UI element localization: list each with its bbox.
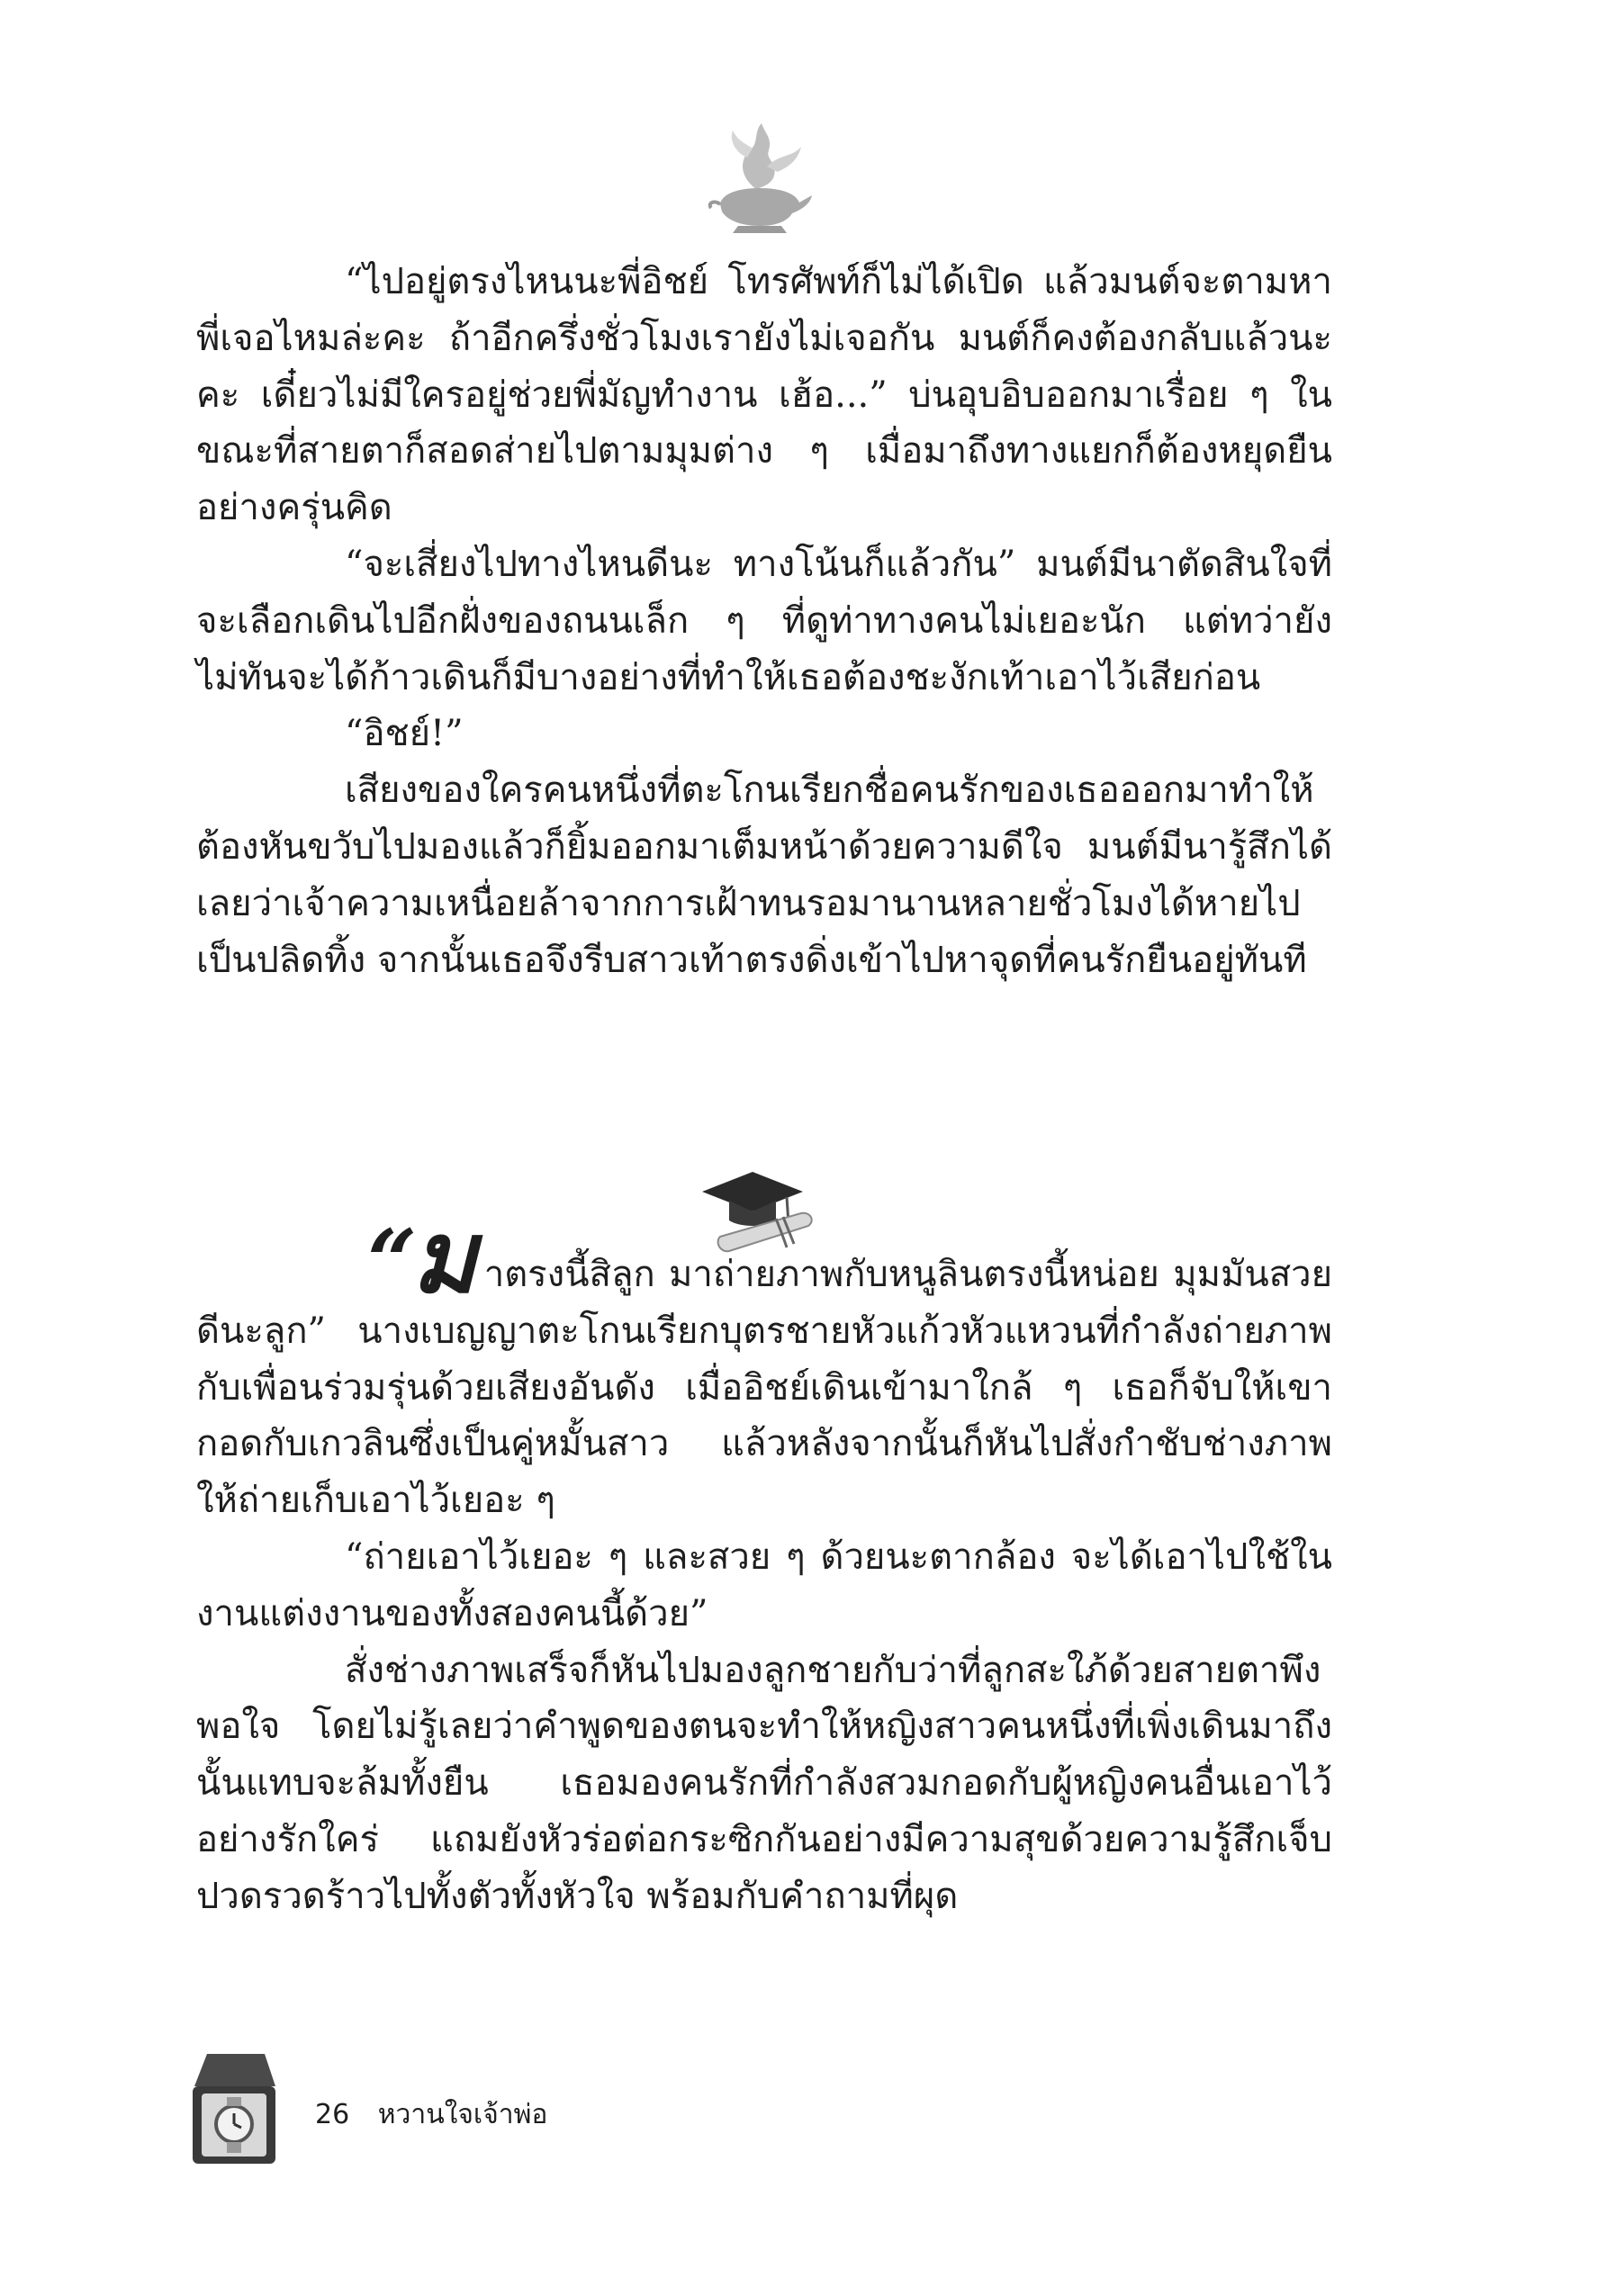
footer-text bbox=[315, 2093, 547, 2136]
page-footer bbox=[189, 2050, 639, 2167]
dropcap-letter: ม bbox=[411, 1199, 477, 1315]
paragraph: “จะเสี่ยงไปทางไหนดีนะ ทางโน้นก็แล้วกัน” มนต์มีนาตัดสินใจที่จะเลือกเดินไปอีกฝั่งของถนนเล็ก ๆ ที่ดูท่าทางคนไม่เยอะนัก แต่ทว่ายังไม่ทันจะได้ก้าวเดินก็มีบางอย่างที่ทำให้เธอต้องชะงักเท้าเอาไว้เสียก่อน bbox=[196, 543, 1332, 698]
book-title: หวานใจเจ้าพ่อ bbox=[377, 2099, 548, 2130]
paragraph: “ถ่ายเอาไว้เยอะ ๆ และสวย ๆ ด้วยนะตากล้อง จะได้เอาไปใช้ในงานแต่งงานของทั้งสองคนนี้ด้วย” bbox=[196, 1535, 1332, 1634]
dropcap bbox=[367, 1199, 477, 1315]
paragraph: “อิชย์!” bbox=[345, 713, 464, 755]
watch-box-icon bbox=[189, 2050, 279, 2167]
paragraph: เสียงของใครคนหนึ่งที่ตะโกนเรียกชื่อคนรักของเธอออกมาทำให้ต้องหันขวับไปมองแล้วก็ยิ้มออกมาเต็มหน้าด้วยความดีใจ มนต์มีนารู้สึกได้เลยว่าเจ้าความเหนื่อยล้าจากการเฝ้าทนรอมานานหลายชั่วโมงได้หายไปเป็นปลิดทิ้ง จากนั้นเธอจึงรีบสาวเท้าตรงดิ่งเข้าไปหาจุดที่คนรักยืนอยู่ทันที bbox=[196, 770, 1332, 981]
paragraph: สั่งช่างภาพเสร็จก็หันไปมองลูกชายกับว่าที่ลูกสะใภ้ด้วยสายตาพึงพอใจ โดยไม่รู้เลยว่าคำพูดของตนจะทำให้หญิงสาวคนหนึ่งที่เพิ่งเดินมาถึงนั้นแทบจะล้มทั้งยืน เธอมองคนรักที่กำลังสวมกอดกับผู้หญิงคนอื่นเอาไว้อย่างรักใคร่ แถมยังหัวร่อต่อกระซิกกันอย่างมีความสุขด้วยความรู้สึกเจ็บปวดรวดร้าวไปทั้งตัวทั้งหัวใจ พร้อมกับคำถามที่ผุด bbox=[196, 1649, 1332, 1917]
page-number: 26 bbox=[315, 2099, 350, 2130]
genie-lamp-icon bbox=[702, 104, 819, 239]
paragraph: “ไปอยู่ตรงไหนนะพี่อิชย์ โทรศัพท์ก็ไม่ได้เปิด แล้วมนต์จะตามหาพี่เจอไหมล่ะคะ ถ้าอีกครึ่งชั่วโมงเรายังไม่เจอกัน มนต์ก็คงต้องกลับแล้วนะคะ เดี๋ยวไม่มีใครอยู่ช่วยพี่มัญทำงาน เฮ้อ...” บ่นอุบอิบออกมาเรื่อย ๆ ในขณะที่สายตาก็สอดส่ายไปตามมุมต่าง ๆ เมื่อมาถึงทางแยกก็ต้องหยุดยืนอย่างครุ่นคิด bbox=[196, 261, 1333, 529]
section-2-text bbox=[196, 1199, 1332, 1925]
section-1-text bbox=[196, 254, 1332, 988]
dropcap-paragraph bbox=[196, 1199, 1332, 1529]
paragraph-rest: าตรงนี้สิลูก มาถ่ายภาพกับหนูลินตรงนี้หน่อย มุมมันสวยดีนะลูก” นางเบญญาตะโกนเรียกบุตรชายหัวแก้วหัวแหวนที่กำลังถ่ายภาพกับเพื่อนร่วมรุ่นด้วยเสียงอันดัง เมื่ออิชย์เดินเข้ามาใกล้ ๆ เธอก็จับให้เขากอดกับเกวลินซึ่งเป็นคู่หมั้นสาว แล้วหลังจากนั้นก็หันไปสั่งกำชับช่างภาพให้ถ่ายเก็บเอาไว้เยอะ ๆ bbox=[196, 1254, 1332, 1522]
dropcap-quote: “ bbox=[367, 1211, 412, 1312]
